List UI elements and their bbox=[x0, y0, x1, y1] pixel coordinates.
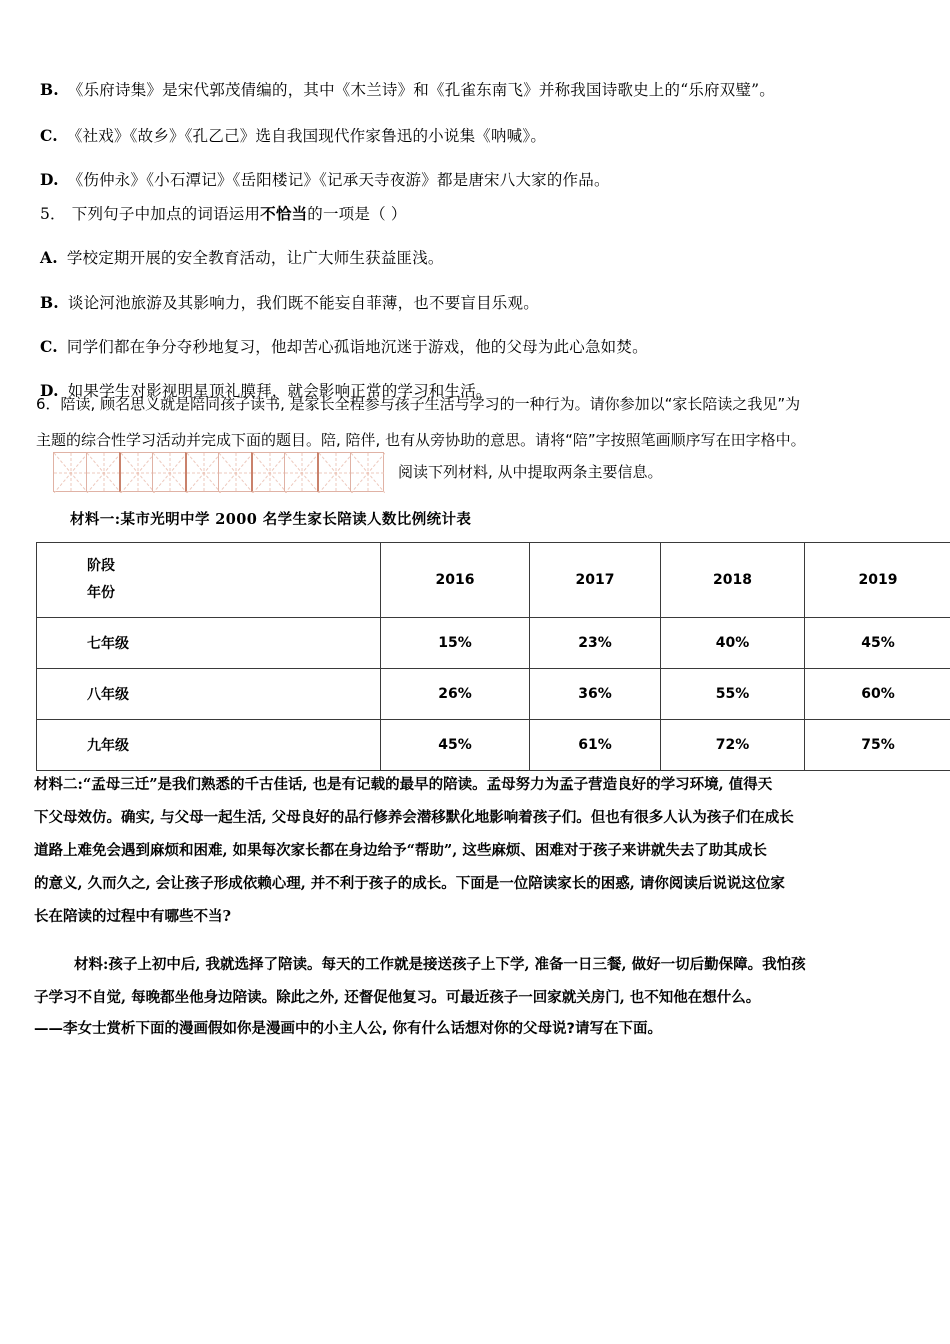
table-cell: 72% bbox=[661, 720, 805, 771]
corner-label-stage: 阶段 bbox=[87, 558, 115, 574]
q5-stem-part1: 下列句子中加点的词语运用 bbox=[71, 205, 261, 223]
q6-after-grid-text: 阅读下列材料, 从中提取两条主要信息。 bbox=[398, 463, 663, 481]
material-three-paragraph bbox=[34, 948, 924, 1014]
q6-stem bbox=[36, 386, 922, 458]
q5-option-a-label: A. bbox=[40, 248, 58, 267]
material-two-paragraph bbox=[34, 768, 924, 933]
tianzige-cell[interactable] bbox=[350, 452, 384, 492]
q4-option-c bbox=[40, 126, 546, 146]
table-row bbox=[37, 618, 950, 669]
q4-option-b bbox=[40, 80, 775, 100]
q6-stem-line-1: 6．陪读, 顾名思义就是陪同孩子读书, 是家长全程参与孩子生活与学习的一种行为。请你参加以“家长陪读之我见”为 bbox=[36, 395, 801, 413]
table-col-header: 2016 bbox=[381, 543, 530, 618]
table-row-label: 八年级 bbox=[37, 669, 381, 720]
material-three-line-2: 子学习不自觉, 每晚都坐他身边陪读。除此之外, 还督促他复习。可最近孩子一回家就关房门, 也不知他在想什么。 bbox=[34, 989, 761, 1006]
q5-option-b-text: 谈论河池旅游及其影响力，我们既不能妄自菲薄，也不要盲目乐观。 bbox=[67, 294, 539, 312]
table-cell: 45% bbox=[805, 618, 950, 669]
q4-option-b-text: 《乐府诗集》是宋代郭茂倩编的，其中《木兰诗》和《孔雀东南飞》并称我国诗歌史上的“乐府双璧”。 bbox=[67, 81, 775, 99]
material-two-line-3: 道路上难免会遇到麻烦和困难, 如果每次家长都在身边给予“帮助”, 这些麻烦、困难对于孩子来讲就失去了助其成长 bbox=[34, 842, 767, 859]
table-cell: 55% bbox=[661, 669, 805, 720]
q5-option-b bbox=[40, 293, 539, 313]
q5-option-a bbox=[40, 248, 444, 268]
material-three-line-1: 材料:孩子上初中后, 我就选择了陪读。每天的工作就是接送孩子上下学, 准备一日三餐, 做好一切后勤保障。我怕孩 bbox=[74, 956, 806, 973]
tianzige-cell[interactable] bbox=[86, 452, 120, 492]
tianzige-cell[interactable] bbox=[119, 452, 153, 492]
q5-option-c bbox=[40, 337, 648, 357]
tianzige-cell[interactable] bbox=[185, 452, 219, 492]
q5-option-d-text: 如果学生对影视明星顶礼膜拜，就会影响正常的学习和生活。 bbox=[67, 382, 492, 400]
material-two-line-2: 下父母效仿。确实, 与父母一起生活, 父母良好的品行修养会潜移默化地影响着孩子们。但也有很多人认为孩子们在成长 bbox=[34, 809, 794, 826]
q4-option-d-label: D. bbox=[40, 170, 59, 189]
material-two-line-4: 的意义, 久而久之, 会让孩子形成依赖心理, 并不利于孩子的成长。下面是一位陪读家长的困惑, 请你阅读后说说这位家 bbox=[34, 875, 785, 892]
q5-option-b-label: B. bbox=[40, 293, 59, 312]
tianzige-cell[interactable] bbox=[218, 452, 252, 492]
tianzige-cell[interactable] bbox=[53, 452, 87, 492]
q5-option-d-label: D. bbox=[40, 381, 59, 400]
table-cell: 23% bbox=[530, 618, 661, 669]
tianzige-cell[interactable] bbox=[152, 452, 186, 492]
material-one-caption: 材料一:某市光明中学 2000 名学生家长陪读人数比例统计表 bbox=[70, 511, 472, 528]
q5-option-c-text: 同学们都在争分夺秒地复习，他却苦心孤诣地沉迷于游戏，他的父母为此心急如焚。 bbox=[66, 338, 648, 356]
q4-option-d bbox=[40, 170, 610, 190]
closing-line: ——李女士赏析下面的漫画假如你是漫画中的小主人公, 你有什么话想对你的父母说?请写在下面。 bbox=[34, 1021, 662, 1037]
q5-option-a-text: 学校定期开展的安全教育活动，让广大师生获益匪浅。 bbox=[66, 249, 444, 267]
statistics-table bbox=[36, 542, 950, 771]
q5-option-c-label: C. bbox=[40, 337, 58, 356]
table-corner-cell bbox=[37, 543, 381, 618]
q4-option-b-label: B. bbox=[40, 80, 59, 99]
table-cell: 60% bbox=[805, 669, 950, 720]
table-col-header: 2019 bbox=[805, 543, 950, 618]
q4-option-c-text: 《社戏》《故乡》《孔乙己》选自我国现代作家鲁迅的小说集《呐喊》。 bbox=[66, 127, 547, 145]
q6-stem-line-2: 主题的综合性学习活动并完成下面的题目。陪, 陪伴, 也有从旁协助的意思。请将“陪”字按照笔画顺序写在田字格中。 bbox=[36, 431, 806, 449]
q5-stem-emphasis: 不恰当 bbox=[260, 205, 308, 223]
tianzige-cell[interactable] bbox=[251, 452, 285, 492]
table-cell: 36% bbox=[530, 669, 661, 720]
table-cell: 40% bbox=[661, 618, 805, 669]
tianzige-cell[interactable] bbox=[317, 452, 351, 492]
q5-stem-part2: 的一项是（ ） bbox=[307, 205, 407, 223]
corner-label-year: 年份 bbox=[87, 585, 115, 601]
table-row-label: 七年级 bbox=[37, 618, 381, 669]
table-col-header: 2018 bbox=[661, 543, 805, 618]
tianzige-cell[interactable] bbox=[284, 452, 318, 492]
table-row bbox=[37, 669, 950, 720]
q4-option-d-text: 《伤仲永》《小石潭记》《岳阳楼记》《记承天寺夜游》都是唐宋八大家的作品。 bbox=[67, 171, 610, 189]
tianzige-grid[interactable] bbox=[53, 452, 384, 492]
q4-option-c-label: C. bbox=[40, 126, 58, 145]
table-row-label: 九年级 bbox=[37, 720, 381, 771]
table-cell: 75% bbox=[805, 720, 950, 771]
table-cell: 26% bbox=[381, 669, 530, 720]
material-two-line-1: 材料二:“孟母三迁”是我们熟悉的千古佳话, 也是有记载的最早的陪读。孟母努力为孟子营造良好的学习环境, 值得天 bbox=[34, 776, 773, 793]
table-row bbox=[37, 720, 950, 771]
table-header-row bbox=[37, 543, 950, 618]
table-cell: 61% bbox=[530, 720, 661, 771]
table-cell: 15% bbox=[381, 618, 530, 669]
q5-number: 5． bbox=[40, 205, 66, 223]
q5-stem bbox=[40, 204, 407, 224]
table-cell: 45% bbox=[381, 720, 530, 771]
table-col-header: 2017 bbox=[530, 543, 661, 618]
material-two-line-5: 长在陪读的过程中有哪些不当? bbox=[34, 908, 231, 925]
